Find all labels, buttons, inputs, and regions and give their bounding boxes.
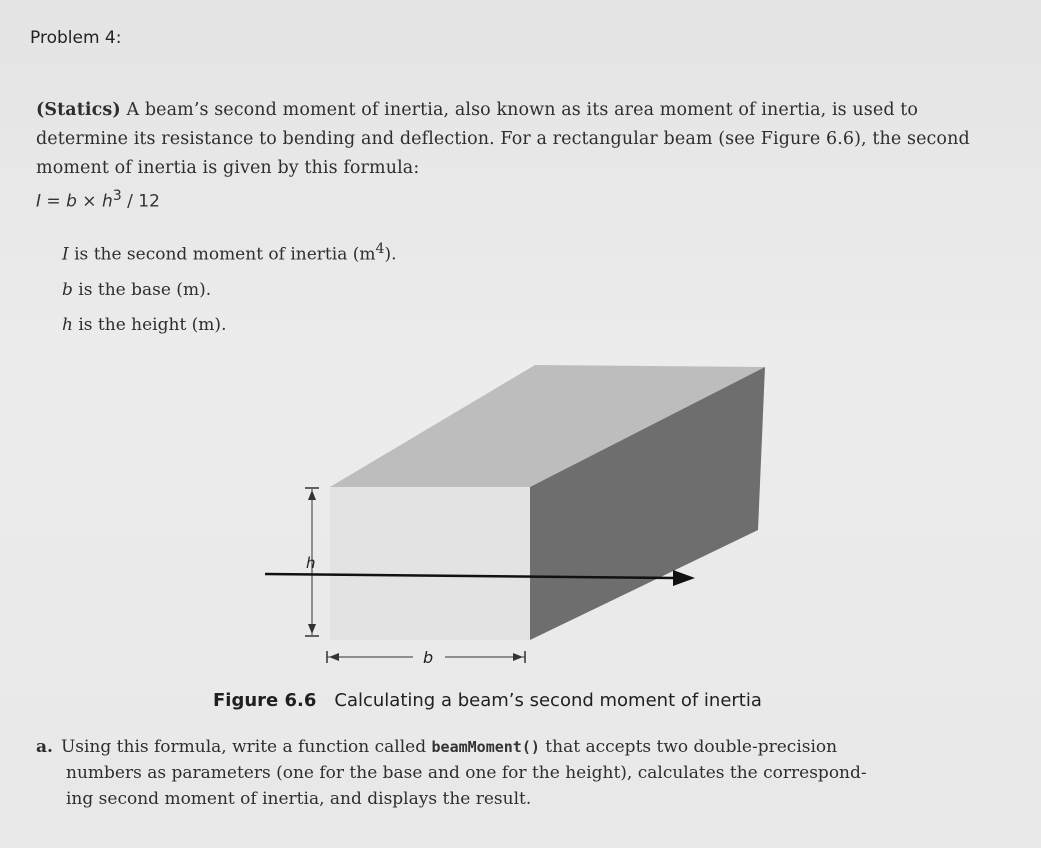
definition-tail: ). bbox=[384, 244, 397, 265]
formula-eq: = bbox=[41, 191, 67, 212]
base-arrow-left bbox=[329, 653, 339, 661]
caption-text: Calculating a beam’s second moment of inertia bbox=[334, 690, 762, 711]
definition-b bbox=[62, 273, 397, 308]
question-after-code: that accepts two double-precision bbox=[539, 737, 838, 757]
formula-i: I bbox=[36, 191, 42, 212]
definition-text: is the height (m). bbox=[72, 314, 227, 335]
height-label: h bbox=[306, 554, 316, 572]
intro-lead: (Statics) bbox=[36, 100, 121, 120]
definition-symbol: b bbox=[62, 279, 73, 300]
definition-sup: 4 bbox=[375, 241, 385, 257]
definition-symbol: I bbox=[62, 244, 69, 265]
definition-h bbox=[62, 308, 397, 343]
base-label: b bbox=[423, 648, 434, 667]
question-label: a. bbox=[36, 737, 53, 757]
formula-exp: 3 bbox=[112, 188, 122, 204]
problem-title: Problem 4: bbox=[30, 28, 122, 48]
question-line-3: ing second moment of inertia, and displays the result. bbox=[66, 789, 532, 809]
definition-symbol: h bbox=[62, 314, 73, 335]
definition-i bbox=[62, 232, 397, 273]
formula-times: × bbox=[76, 191, 102, 212]
question-line-1 bbox=[36, 734, 996, 760]
base-arrow-right bbox=[513, 653, 523, 661]
definitions-list bbox=[62, 232, 397, 343]
intro-paragraph bbox=[36, 96, 996, 183]
formula-b: b bbox=[66, 191, 77, 212]
beam-front-face bbox=[330, 487, 530, 640]
inertia-formula bbox=[36, 188, 160, 212]
definition-text: is the second moment of inertia (m bbox=[68, 244, 376, 265]
caption-number: Figure 6.6 bbox=[213, 690, 317, 711]
question-a bbox=[36, 734, 996, 812]
height-arrow-bottom bbox=[308, 624, 316, 634]
question-line-2: numbers as parameters (one for the base and one for the height), calculates the correspond- bbox=[66, 763, 867, 783]
neutral-axis-arrowhead bbox=[673, 570, 695, 586]
question-before-code: Using this formula, write a function called bbox=[60, 737, 432, 757]
height-arrow-top bbox=[308, 490, 316, 500]
formula-rest: / 12 bbox=[121, 191, 160, 212]
definition-text: is the base (m). bbox=[72, 279, 212, 300]
figure-caption bbox=[213, 690, 762, 711]
function-name-code: beamMoment() bbox=[431, 738, 540, 756]
intro-text: A beam’s second moment of inertia, also known as its area moment of inertia, is used to determine its resistance to bending and deflection. For a rectangular beam (see Figure 6.6), the second moment of inertia is given by this formula: bbox=[36, 100, 970, 178]
formula-h: h bbox=[101, 191, 113, 212]
beam-figure bbox=[255, 355, 785, 685]
